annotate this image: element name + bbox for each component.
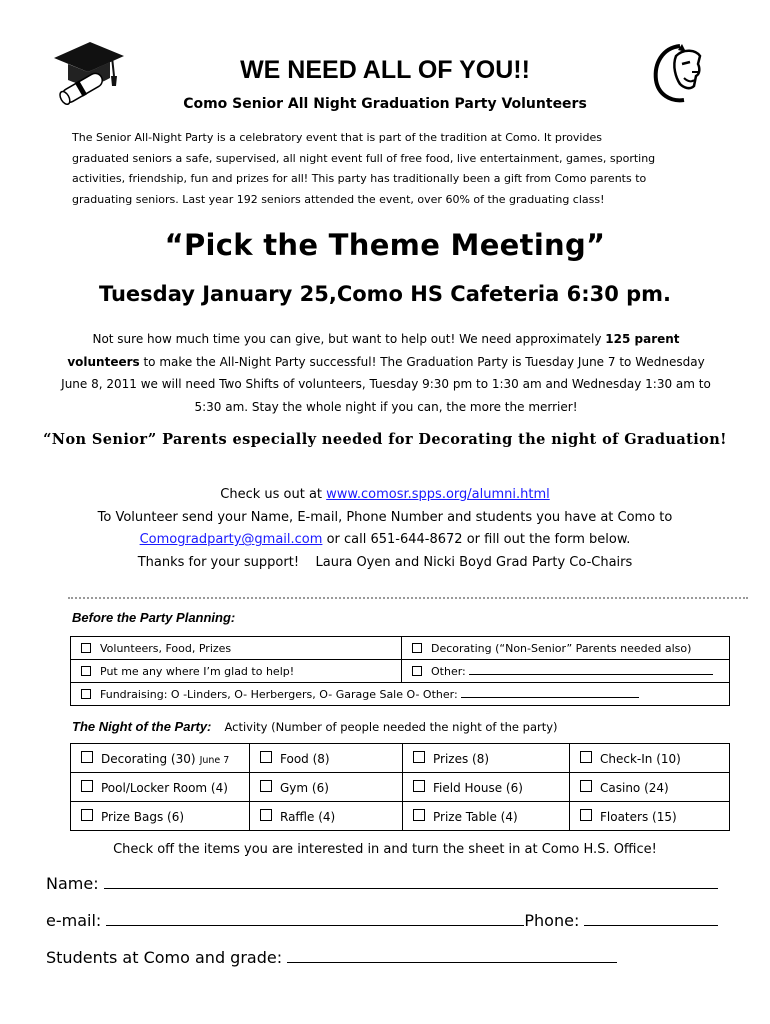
checkbox[interactable] (81, 780, 93, 792)
students-field-row (46, 948, 617, 967)
option-label: Volunteers, Food, Prizes (100, 641, 232, 655)
thanks-line: Thanks for your support! Laura Oyen and Nicki Boyd Grad Party Co-Chairs (137, 554, 633, 570)
activity-label: Casino (24) (600, 780, 669, 795)
name-input[interactable] (104, 874, 718, 889)
option-label: Fundraising: O -Linders, O- Herbergers, O- Garage Sale O- Other: (100, 688, 462, 701)
contact-block (40, 484, 730, 574)
checkbox[interactable] (81, 643, 91, 653)
checkbox[interactable] (81, 751, 93, 763)
activity-label: Prize Table (4) (433, 809, 518, 824)
email-link[interactable]: Comogradparty@gmail.com (139, 532, 323, 547)
page-title: WE NEED ALL OF YOU!! (240, 56, 530, 84)
option-label: Put me any where I’m glad to help! (100, 664, 295, 678)
activity-label: Decorating (30) (101, 751, 196, 766)
website-prefix: Check us out at (220, 487, 327, 502)
email-line (40, 529, 730, 552)
email-field-row (46, 911, 718, 930)
before-party-table (70, 636, 730, 706)
activity-cell[interactable] (403, 802, 570, 831)
option-label: Decorating (“Non-Senior” Parents needed also) (431, 641, 692, 655)
option-anywhere[interactable] (71, 660, 402, 683)
intro-line: activities, friendship, fun and prizes for all! This party has traditionally been a gift from Como parents to (72, 172, 647, 185)
option-fundraising[interactable] (71, 683, 730, 706)
activity-cell[interactable] (570, 773, 730, 802)
activity-label: Prizes (8) (433, 751, 490, 766)
details-text: to make the All-Night Party successful! The Graduation Party is Tuesday June 7 to Wednesday June 8, 2011 we will need Two Shifts of volunteers, Tuesday 9:30 pm to 1:30 am and Wednesday 1:30 am to 5:30 am. Stay the whole night if you can, the more the merrier! (61, 354, 711, 414)
night-party-heading-row (72, 716, 558, 735)
checkbox[interactable] (412, 643, 422, 653)
activity-label: Floaters (15) (600, 809, 677, 824)
website-link[interactable]: www.comosr.spps.org/alumni.html (326, 487, 550, 502)
students-input[interactable] (287, 948, 617, 963)
night-party-heading: The Night of the Party: (72, 719, 212, 734)
activity-cell[interactable] (403, 773, 570, 802)
activity-cell[interactable] (250, 744, 403, 773)
activity-label: Raffle (4) (280, 809, 336, 824)
details-paragraph (60, 328, 712, 418)
students-label: Students at Como and grade: (46, 948, 288, 967)
checkbox[interactable] (580, 809, 592, 821)
divider (68, 597, 748, 599)
before-party-heading: Before the Party Planning: (72, 610, 236, 625)
non-senior-notice: “Non Senior” Parents especially needed for Decorating the night of Graduation! (43, 431, 727, 448)
option-volunteers[interactable] (71, 637, 402, 660)
activity-cell[interactable] (250, 802, 403, 831)
option-decorating[interactable] (402, 637, 730, 660)
checkbox[interactable] (412, 666, 422, 676)
volunteer-line: To Volunteer send your Name, E-mail, Phone Number and students you have at Como to (97, 509, 673, 525)
email-suffix: or call 651-644-8672 or fill out the form below. (322, 532, 631, 547)
checkbox[interactable] (413, 780, 425, 792)
activity-note: June 7 (199, 754, 230, 766)
meeting-date: Tuesday January 25,Como HS Cafeteria 6:30 pm. (98, 282, 672, 306)
activity-label: Field House (6) (433, 780, 523, 795)
checkbox[interactable] (260, 751, 272, 763)
intro-line: graduated seniors a safe, supervised, all night event full of free food, live entertainment, games, sporting (72, 151, 656, 165)
activity-cell[interactable] (250, 773, 403, 802)
website-line (40, 484, 730, 507)
option-other[interactable] (402, 660, 730, 683)
activity-cell[interactable] (570, 744, 730, 773)
intro-paragraph (72, 128, 700, 210)
other-blank[interactable] (469, 664, 713, 675)
night-party-note: Activity (Number of people needed the night of the party) (224, 720, 558, 734)
details-text: Not sure how much time you can give, but want to help out! We need approximately (92, 332, 606, 346)
checkbox[interactable] (413, 751, 425, 763)
checkbox[interactable] (81, 666, 91, 676)
checkbox[interactable] (260, 809, 272, 821)
activity-cell[interactable] (71, 773, 250, 802)
activity-label: Check-In (10) (600, 751, 681, 766)
checkbox[interactable] (81, 809, 93, 821)
meeting-title: “Pick the Theme Meeting” (164, 228, 606, 262)
fundraising-other-blank[interactable] (461, 687, 639, 698)
email-label: e-mail: (46, 911, 107, 930)
phone-label: Phone: (524, 911, 585, 930)
activity-cell[interactable] (403, 744, 570, 773)
intro-line: graduating seniors. Last year 192 seniors attended the event, over 60% of the graduating class! (72, 192, 605, 206)
activity-cell[interactable] (570, 802, 730, 831)
activity-label: Pool/Locker Room (4) (101, 780, 228, 795)
checkbox[interactable] (580, 780, 592, 792)
intro-line: The Senior All-Night Party is a celebratory event that is part of the tradition at Como. It provides (72, 131, 602, 144)
activity-label: Prize Bags (6) (101, 809, 185, 824)
page-subtitle: Como Senior All Night Graduation Party Volunteers (183, 96, 587, 112)
email-input[interactable] (106, 911, 524, 926)
activity-cell[interactable] (71, 744, 250, 773)
name-field-row (46, 874, 718, 893)
checkoff-instructions: Check off the items you are interested in and turn the sheet in at Como H.S. Office! (113, 842, 657, 857)
checkbox[interactable] (580, 751, 592, 763)
option-label: Other: (431, 665, 470, 678)
night-party-table (70, 743, 730, 831)
checkbox[interactable] (81, 689, 91, 699)
activity-cell[interactable] (71, 802, 250, 831)
phone-input[interactable] (584, 911, 718, 926)
checkbox[interactable] (260, 780, 272, 792)
checkbox[interactable] (413, 809, 425, 821)
activity-label: Gym (6) (280, 780, 329, 795)
activity-label: Food (8) (280, 751, 330, 766)
name-label: Name: (46, 874, 104, 893)
details-volunteer-count: 125 parent volunteers (67, 332, 680, 369)
